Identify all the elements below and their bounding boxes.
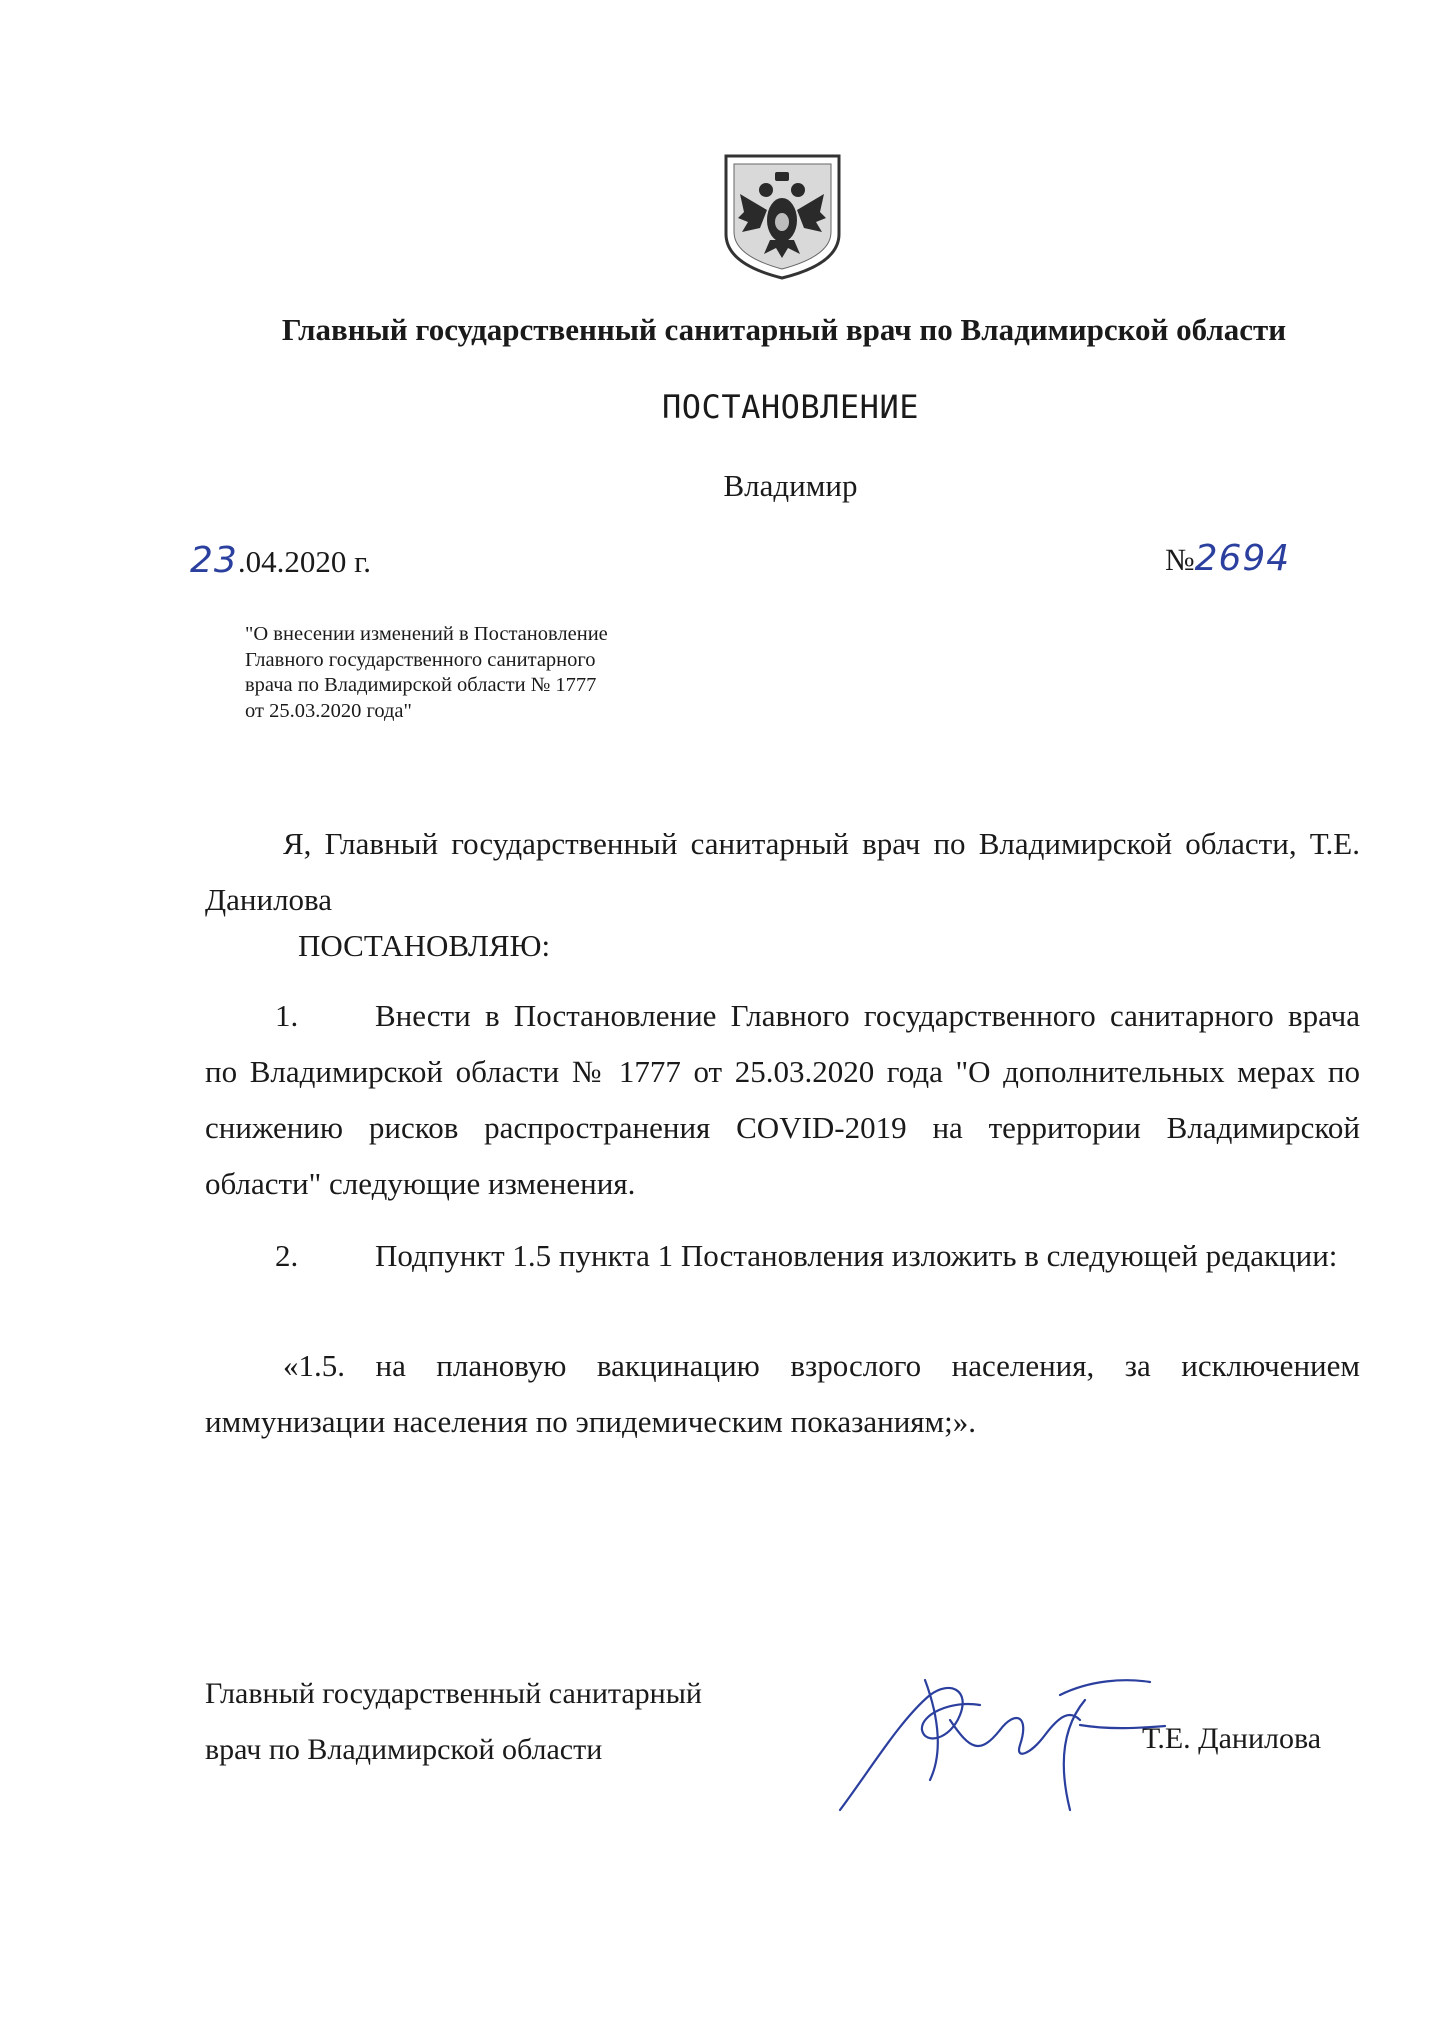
decree-item-2 bbox=[205, 1228, 1360, 1284]
item-number: 1. bbox=[275, 998, 299, 1033]
date-day-handwritten: 23 bbox=[190, 540, 238, 581]
amended-subclause: «1.5. на плановую вакцинацию взрослого населения, за исключением иммунизации населения по эпидемическим показаниям;». bbox=[205, 1348, 1360, 1439]
title-line: врача по Владимирской области № 1777 bbox=[245, 674, 597, 696]
document-number bbox=[1165, 538, 1290, 579]
date-rest: .04.2020 г. bbox=[237, 544, 372, 579]
resolution-title bbox=[245, 622, 715, 724]
issuing-authority: Главный государственный санитарный врач по Владимирской области bbox=[281, 312, 1287, 347]
city: Владимир bbox=[723, 468, 858, 503]
coat-of-arms-emblem bbox=[720, 152, 845, 282]
number-handwritten: 2694 bbox=[1194, 538, 1291, 579]
intro-paragraph: Я, Главный государственный санитарный врач по Владимирской области, Т.Е. Данилова bbox=[205, 826, 1360, 917]
item-text: Внести в Постановление Главного государственного санитарного врача по Владимирской области № 1777 от 25.03.2020 года "О дополнительных мерах по снижению рисков распространения COVID-2019 на территории Владимирской области" следующие изменения. bbox=[205, 998, 1360, 1201]
signatory-title-line: Главный государственный санитарный bbox=[205, 1677, 702, 1710]
signatory-name: Т.Е. Данилова bbox=[1142, 1722, 1322, 1755]
decree-item-1 bbox=[205, 988, 1360, 1212]
number-label: № bbox=[1165, 542, 1195, 577]
handwritten-signature bbox=[830, 1660, 1170, 1820]
decree-heading: ПОСТАНОВЛЯЮ: bbox=[298, 928, 551, 963]
item-number: 2. bbox=[275, 1238, 299, 1273]
document-date bbox=[190, 540, 371, 581]
signatory-title-line: врач по Владимирской области bbox=[205, 1733, 603, 1766]
title-line: "О внесении изменений в Постановление bbox=[245, 623, 608, 645]
item-text: Подпункт 1.5 пункта 1 Постановления изложить в следующей редакции: bbox=[375, 1238, 1338, 1273]
signatory-title bbox=[205, 1666, 845, 1778]
document-type: ПОСТАНОВЛЕНИЕ bbox=[662, 388, 919, 426]
title-line: от 25.03.2020 года" bbox=[245, 699, 412, 722]
title-line: Главного государственного санитарного bbox=[245, 648, 596, 671]
